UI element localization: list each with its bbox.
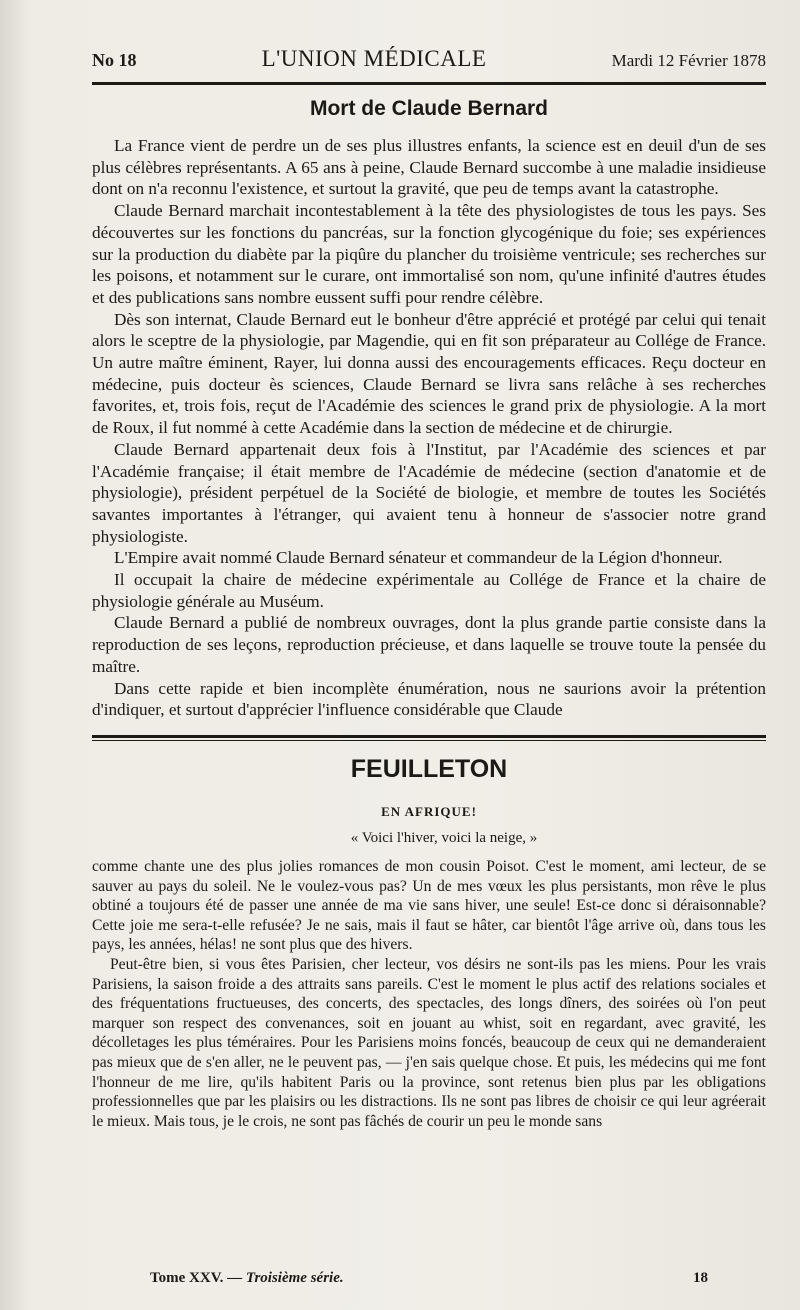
- feuilleton-paragraph: Peut-être bien, si vous êtes Parisien, cher lecteur, vos désirs ne sont-ils pas les miens. Pour les vrais Parisiens, la saison froide a des attraits sans pareils. C'est le moment le plus actif des relations sociales et des fréquentations fructueuses, des concerts, des spectacles, des longs dîners, des soirées où l'on peut marquer son respect des convenances, soit en jouant au whist, soit en regardant, avec gravité, les décolletages les plus téméraires. Pour les Parisiens moins foncés, beaucoup de ceux qui ne demanderaient pas mieux que de s'en aller, ne le peuvent pas, — j'en sais quelque chose. Et puis, les médecins qui me font l'honneur de me lire, qu'ils habitent Paris ou la province, sont retenus bien plus par les obligations professionnelles que par les plaisirs ou les distractions. Ils ne sont pas libres de choisir ce qui leur agréerait le mieux. Mais tous, je le crois, ne sont pas fâchés de courir un peu le monde sans: [92, 955, 766, 1130]
- article-paragraph: Claude Bernard a publié de nombreux ouvrages, dont la plus grande partie consiste dans la reproduction de ses leçons, reproduction précieuse, et dans laquelle se trouve toute la pensée du maître.: [92, 613, 766, 676]
- issue-date: Mardi 12 Février 1878: [611, 51, 766, 70]
- article-paragraph: Claude Bernard appartenait deux fois à l'Institut, par l'Académie des sciences et par l'Académie française; il était membre de l'Académie de médecine (section d'anatomie et de physiologie), président perpétuel de la Société de biologie, et membre de toutes les Sociétés savantes importantes à l'étranger, qui avaient tenu à honneur de s'associer notre grand physiologiste.: [92, 439, 766, 546]
- article-paragraph: La France vient de perdre un de ses plus illustres enfants, la science est en deuil d'un de ses plus célèbres représentants. A 65 ans à peine, Claude Bernard succombe à une maladie insidieuse dont on n'a reconnu l'existence, et surtout la gravité, que peu de temps avant la catastrophe.: [92, 136, 766, 199]
- article-paragraph: L'Empire avait nommé Claude Bernard sénateur et commandeur de la Légion d'honneur.: [114, 548, 723, 568]
- feuilleton-paragraph: comme chante une des plus jolies romances de mon cousin Poisot. C'est le moment, ami lecteur, de se sauver au pays du soleil. Ne le voulez-vous pas? Un de mes vœux les plus persistants, mon rêve le plus obtiné a toujours été de passer une année de ma vie sans hiver, une seule! Est-ce donc si déraisonnable? Cette joie me sera-t-elle refusée? Je ne sais, mais il faut se hâter, car bientôt l'âge arrive où, dans tous les pays, les années, hélas! ne sont plus que des hivers.: [92, 857, 766, 954]
- issue-number: No 18: [92, 50, 137, 70]
- footer-volume: [150, 1270, 344, 1287]
- feuilleton-subtitle: EN AFRIQUE!: [381, 803, 477, 819]
- feuilleton-epigraph: « Voici l'hiver, voici la neige, »: [350, 829, 538, 846]
- footer-series: Troisième série.: [245, 1270, 344, 1286]
- article-paragraph: Dès son internat, Claude Bernard eut le bonheur d'être apprécié et protégé par celui qui tenait alors le sceptre de la physiologie, par Magendie, qui en fit son préparateur au Collége de France. Un autre maître éminent, Rayer, lui donna aussi des encouragements efficaces. Reçu docteur en médecine, puis docteur ès sciences, Claude Bernard se livra sans relâche à ses recherches favorites, et, trois fois, reçut de l'Académie des sciences le grand prix de physiologie. A la mort de Roux, il fut nommé à cette Académie dans la section de médecine et de chirurgie.: [92, 309, 766, 438]
- section-divider: [92, 735, 766, 741]
- footer-tome: Tome XXV. —: [150, 1270, 243, 1286]
- feuilleton-heading: FEUILLETON: [350, 754, 508, 783]
- page-number: 18: [693, 1270, 708, 1286]
- page-footer: [150, 1270, 708, 1287]
- article-title: Mort de Claude Bernard: [309, 97, 549, 120]
- feuilleton-body: [92, 857, 766, 1131]
- journal-title: L'UNION MÉDICALE: [261, 46, 487, 71]
- article-paragraph: Claude Bernard marchait incontestablement à la tête des physiologistes de tous les pays. Ses découvertes sur les fonctions du pancréas, sur la fonction glycogénique du foie; ses expériences sur la production du diabète par la piqûre du plancher du troisième ventricule; ses recherches sur les poisons, et notamment sur le curare, ont immortalisé son nom, qu'une infinité d'autres études et des publications sans nombre eussent suffi pour rendre célèbre.: [92, 201, 766, 307]
- article-paragraph: Il occupait la chaire de médecine expérimentale au Collége de France et la chaire de physiologie générale au Muséum.: [92, 570, 766, 611]
- article-body: [92, 135, 766, 721]
- article-paragraph: Dans cette rapide et bien incomplète énumération, nous ne saurions avoir la prétention d'indiquer, et surtout d'apprécier l'influence considérable que Claude: [92, 678, 766, 720]
- page-header: [92, 0, 766, 72]
- header-rule: [92, 82, 766, 85]
